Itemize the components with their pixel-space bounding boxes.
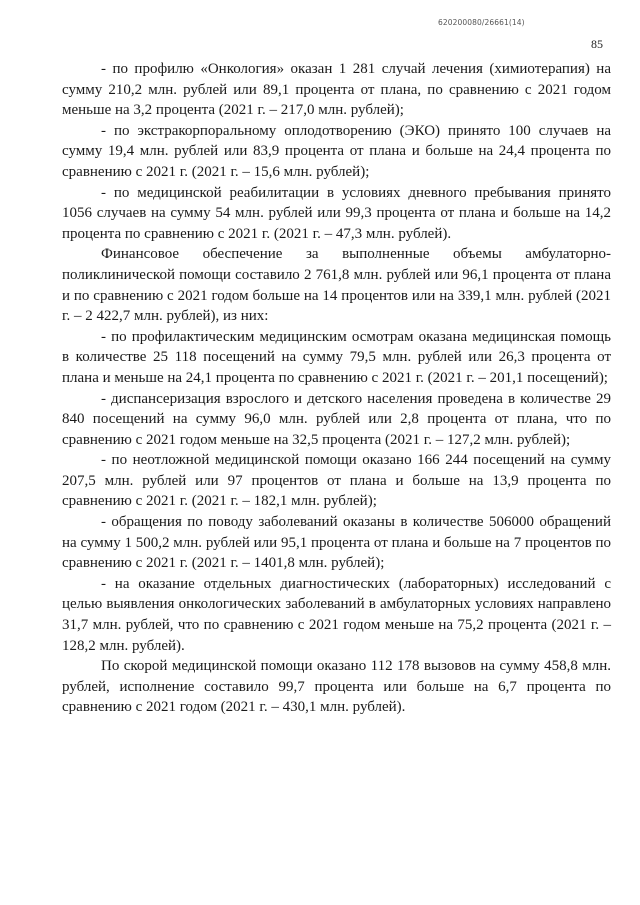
paragraph-eco: - по экстракорпоральному оплодотворению (ЭКО) принято 100 случаев на сумму 19,4 млн. рублей или 83,9 процента от плана и больше на 24,4 процента по сравнению с 2021 г. (2021 г. – 15,6 млн. рублей); <box>62 122 611 180</box>
page-number: 85 <box>591 37 603 51</box>
paragraph-outpatient-financing: Финансовое обеспечение за выполненные объемы амбулаторно-поликлинической помощи составило 2 761,8 млн. рублей или 96,1 процента от плана и по сравнению с 2021 годом больше на 14 процентов или на 339,1 млн. рублей (2021 г. – 2 422,7 млн. рублей), из них: <box>62 246 611 325</box>
paragraph-disease-visits: - обращения по поводу заболеваний оказаны в количестве 506000 обращений на сумму 1 500,2 млн. рублей или 95,1 процента от плана и больше на 7 процентов по сравнению с 2021 г. (2021 г. – 1401,8 млн. рублей); <box>62 514 611 572</box>
paragraph-ambulance: По скорой медицинской помощи оказано 112 178 вызовов на сумму 458,8 млн. рублей, исполнение составило 99,7 процента или больше на 6,7 процента по сравнению с 2021 годом (2021 г. – 430,1 млн. рублей). <box>62 658 611 716</box>
paragraph-rehabilitation: - по медицинской реабилитации в условиях дневного пребывания принято 1056 случаев на сумму 54 млн. рублей или 99,3 процента от плана и больше на 14,2 процента по сравнению с 2021 г. (2021 г. – 47,3 млн. рублей). <box>62 184 611 242</box>
paragraph-preventive-exams: - по профилактическим медицинским осмотрам оказана медицинская помощь в количестве 25 118 посещений на сумму 79,5 млн. рублей или 26,3 процента от плана и меньше на 24,1 процента по сравнению с 2021 г. (2021 г. – 201,1 посещений); <box>62 328 611 386</box>
paragraph-diagnostic-tests: - на оказание отдельных диагностических (лабораторных) исследований с целью выявления онкологических заболеваний в амбулаторных условиях направлено 31,7 млн. рублей, что по сравнению с 2021 годом меньше на 75,2 процента (2021 г. – 128,2 млн. рублей). <box>62 575 611 654</box>
paragraph-urgent-care: - по неотложной медицинской помощи оказано 166 244 посещений на сумму 207,5 млн. рублей или 97 процентов от плана и больше на 13,9 процента по сравнению с 2021 г. (2021 г. – 182,1 млн. рублей); <box>62 452 611 510</box>
paragraph-dispensarization: - диспансеризация взрослого и детского населения проведена в количестве 29 840 посещений на сумму 96,0 млн. рублей или 2,8 процента от плана, что по сравнению с 2021 годом меньше на 32,5 процента (2021 г. – 127,2 млн. рублей); <box>62 390 611 448</box>
document-id: 620200080/26661(14) <box>438 18 525 27</box>
paragraph-oncology: - по профилю «Онкология» оказан 1 281 случай лечения (химиотерапия) на сумму 210,2 млн. рублей или 89,1 процента от плана, по сравнению с 2021 годом меньше на 3,2 процента (2021 г. – 217,0 млн. рублей); <box>62 61 611 119</box>
document-body <box>62 59 611 718</box>
